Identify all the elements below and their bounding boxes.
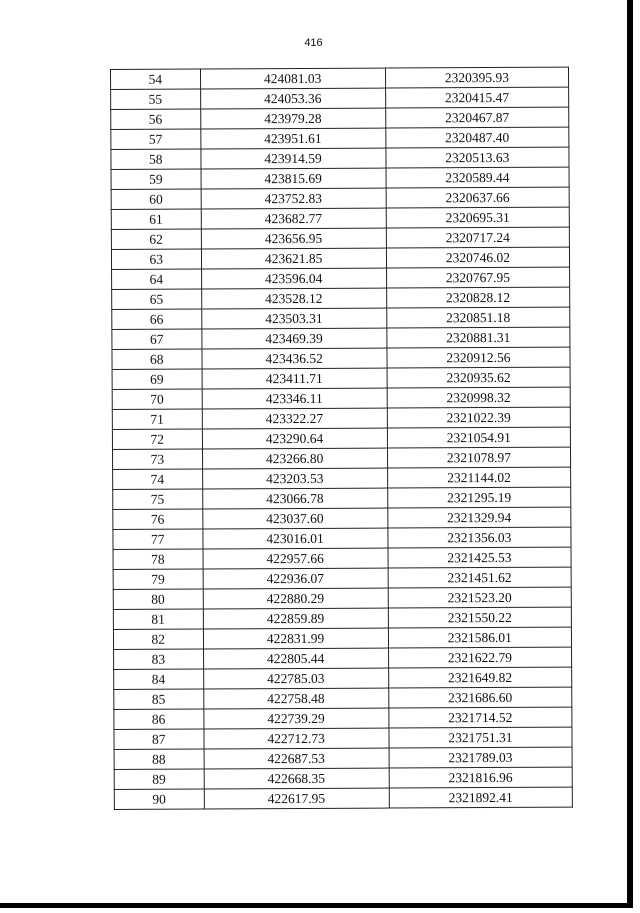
table-row (112, 387, 570, 409)
point-number-cell: 62 (111, 229, 201, 249)
x-coordinate-cell: 423016.01 (202, 528, 387, 549)
y-coordinate-cell: 2321649.82 (388, 667, 571, 688)
y-coordinate-cell: 2321425.53 (388, 547, 571, 568)
y-coordinate-cell: 2321451.62 (388, 567, 571, 588)
point-number-cell: 79 (113, 569, 203, 589)
y-coordinate-cell: 2320998.32 (387, 387, 570, 408)
point-number-cell: 90 (114, 789, 204, 809)
point-number-cell: 58 (111, 149, 201, 169)
table-row (112, 407, 570, 429)
y-coordinate-cell: 2321295.19 (387, 487, 570, 508)
table-row (114, 747, 572, 769)
x-coordinate-cell: 423815.69 (201, 168, 386, 189)
table-row (112, 327, 570, 349)
x-coordinate-cell: 424053.36 (200, 88, 385, 109)
y-coordinate-cell: 2320767.95 (386, 267, 569, 288)
point-number-cell: 57 (111, 129, 201, 149)
table-row (111, 207, 569, 229)
point-number-cell: 65 (112, 289, 202, 309)
point-number-cell: 74 (113, 469, 203, 489)
y-coordinate-cell: 2320935.62 (387, 367, 570, 388)
x-coordinate-cell: 423682.77 (201, 208, 386, 229)
x-coordinate-cell: 423203.53 (202, 468, 387, 489)
y-coordinate-cell: 2321586.01 (388, 627, 571, 648)
point-number-cell: 86 (114, 709, 204, 729)
table-row (113, 547, 571, 569)
point-number-cell: 59 (111, 169, 201, 189)
x-coordinate-cell: 422859.89 (203, 608, 388, 629)
y-coordinate-cell: 2321022.39 (387, 407, 570, 428)
x-coordinate-cell: 422739.29 (203, 708, 388, 729)
y-coordinate-cell: 2320746.02 (386, 247, 569, 268)
table-row (111, 107, 569, 129)
x-coordinate-cell: 423656.95 (201, 228, 386, 249)
table-row (112, 287, 570, 309)
point-number-cell: 69 (112, 369, 202, 389)
point-number-cell: 70 (112, 389, 202, 409)
y-coordinate-cell: 2321078.97 (387, 447, 570, 468)
y-coordinate-cell: 2321329.94 (388, 507, 571, 528)
point-number-cell: 73 (112, 449, 202, 469)
table-row (113, 527, 571, 549)
point-number-cell: 72 (112, 429, 202, 449)
table-row (112, 307, 570, 329)
point-number-cell: 68 (112, 349, 202, 369)
point-number-cell: 64 (112, 269, 202, 289)
table-row (113, 487, 571, 509)
point-number-cell: 80 (113, 589, 203, 609)
y-coordinate-cell: 2320828.12 (386, 287, 569, 308)
y-coordinate-cell: 2321523.20 (388, 587, 571, 608)
table-row (111, 67, 569, 89)
y-coordinate-cell: 2321892.41 (389, 787, 572, 808)
x-coordinate-cell: 423346.11 (202, 388, 387, 409)
x-coordinate-cell: 422880.29 (203, 588, 388, 609)
x-coordinate-cell: 423436.52 (201, 348, 386, 369)
x-coordinate-cell: 422831.99 (203, 628, 388, 649)
x-coordinate-cell: 422712.73 (203, 728, 388, 749)
x-coordinate-cell: 422936.07 (203, 568, 388, 589)
table-row (113, 627, 571, 649)
point-number-cell: 75 (113, 489, 203, 509)
table-row (114, 707, 572, 729)
point-number-cell: 66 (112, 309, 202, 329)
point-number-cell: 85 (114, 689, 204, 709)
y-coordinate-cell: 2321816.96 (389, 767, 572, 788)
point-number-cell: 54 (111, 69, 201, 89)
point-number-cell: 60 (111, 189, 201, 209)
y-coordinate-cell: 2320415.47 (385, 87, 568, 108)
y-coordinate-cell: 2321356.03 (388, 527, 571, 548)
x-coordinate-cell: 423596.04 (201, 268, 386, 289)
y-coordinate-cell: 2321054.91 (387, 427, 570, 448)
table-row (112, 447, 570, 469)
table-row (113, 467, 571, 489)
point-number-cell: 63 (111, 249, 201, 269)
table-row (112, 347, 570, 369)
x-coordinate-cell: 422617.95 (204, 788, 389, 809)
table-row (114, 647, 572, 669)
y-coordinate-cell: 2320513.63 (386, 147, 569, 168)
x-coordinate-cell: 423752.83 (201, 188, 386, 209)
x-coordinate-cell: 422687.53 (204, 748, 389, 769)
table-row (111, 247, 569, 269)
table-row (111, 87, 569, 109)
y-coordinate-cell: 2320695.31 (386, 207, 569, 228)
table-row (114, 727, 572, 749)
point-number-cell: 76 (113, 509, 203, 529)
table-row (111, 227, 569, 249)
point-number-cell: 84 (114, 669, 204, 689)
x-coordinate-cell: 423469.39 (201, 328, 386, 349)
x-coordinate-cell: 423411.71 (202, 368, 387, 389)
x-coordinate-cell: 423914.59 (200, 148, 385, 169)
y-coordinate-cell: 2320395.93 (385, 67, 568, 88)
y-coordinate-cell: 2320851.18 (386, 307, 569, 328)
x-coordinate-cell: 423621.85 (201, 248, 386, 269)
y-coordinate-cell: 2321751.31 (389, 727, 572, 748)
x-coordinate-cell: 423066.78 (202, 488, 387, 509)
page-number: 416 (304, 37, 323, 49)
table-row (112, 267, 570, 289)
x-coordinate-cell: 423503.31 (201, 308, 386, 329)
table-row (114, 667, 572, 689)
y-coordinate-cell: 2321789.03 (389, 747, 572, 768)
point-number-cell: 83 (114, 649, 204, 669)
table-row (111, 187, 569, 209)
x-coordinate-cell: 423528.12 (201, 288, 386, 309)
x-coordinate-cell: 422785.03 (203, 668, 388, 689)
y-coordinate-cell: 2320589.44 (386, 167, 569, 188)
x-coordinate-cell: 424081.03 (200, 68, 385, 89)
point-number-cell: 89 (114, 769, 204, 789)
table-row (111, 127, 569, 149)
y-coordinate-cell: 2321714.52 (389, 707, 572, 728)
table-row (111, 147, 569, 169)
point-number-cell: 78 (113, 549, 203, 569)
x-coordinate-cell: 422805.44 (203, 648, 388, 669)
table-row (114, 787, 572, 809)
point-number-cell: 56 (111, 109, 201, 129)
x-coordinate-cell: 423951.61 (200, 128, 385, 149)
x-coordinate-cell: 423290.64 (202, 428, 387, 449)
coordinate-table (110, 67, 573, 810)
table-row (113, 607, 571, 629)
x-coordinate-cell: 422758.48 (203, 688, 388, 709)
table-row (114, 687, 572, 709)
point-number-cell: 55 (111, 89, 201, 109)
y-coordinate-cell: 2320881.31 (387, 327, 570, 348)
table-row (113, 567, 571, 589)
point-number-cell: 82 (113, 629, 203, 649)
y-coordinate-cell: 2320487.40 (386, 127, 569, 148)
y-coordinate-cell: 2321144.02 (387, 467, 570, 488)
y-coordinate-cell: 2320717.24 (386, 227, 569, 248)
point-number-cell: 81 (113, 609, 203, 629)
point-number-cell: 61 (111, 209, 201, 229)
y-coordinate-cell: 2321622.79 (388, 647, 571, 668)
point-number-cell: 88 (114, 749, 204, 769)
y-coordinate-cell: 2320467.87 (385, 107, 568, 128)
point-number-cell: 77 (113, 529, 203, 549)
x-coordinate-cell: 423979.28 (200, 108, 385, 129)
table-row (112, 427, 570, 449)
table-row (113, 507, 571, 529)
point-number-cell: 71 (112, 409, 202, 429)
x-coordinate-cell: 422957.66 (203, 548, 388, 569)
coordinate-table-body (111, 67, 573, 809)
point-number-cell: 87 (114, 729, 204, 749)
y-coordinate-cell: 2320912.56 (387, 347, 570, 368)
y-coordinate-cell: 2321686.60 (388, 687, 571, 708)
x-coordinate-cell: 423322.27 (202, 408, 387, 429)
table-row (111, 167, 569, 189)
y-coordinate-cell: 2320637.66 (386, 187, 569, 208)
table-row (113, 587, 571, 609)
x-coordinate-cell: 423266.80 (202, 448, 387, 469)
y-coordinate-cell: 2321550.22 (388, 607, 571, 628)
point-number-cell: 67 (112, 329, 202, 349)
table-row (112, 367, 570, 389)
x-coordinate-cell: 422668.35 (204, 768, 389, 789)
table-row (114, 767, 572, 789)
x-coordinate-cell: 423037.60 (202, 508, 387, 529)
